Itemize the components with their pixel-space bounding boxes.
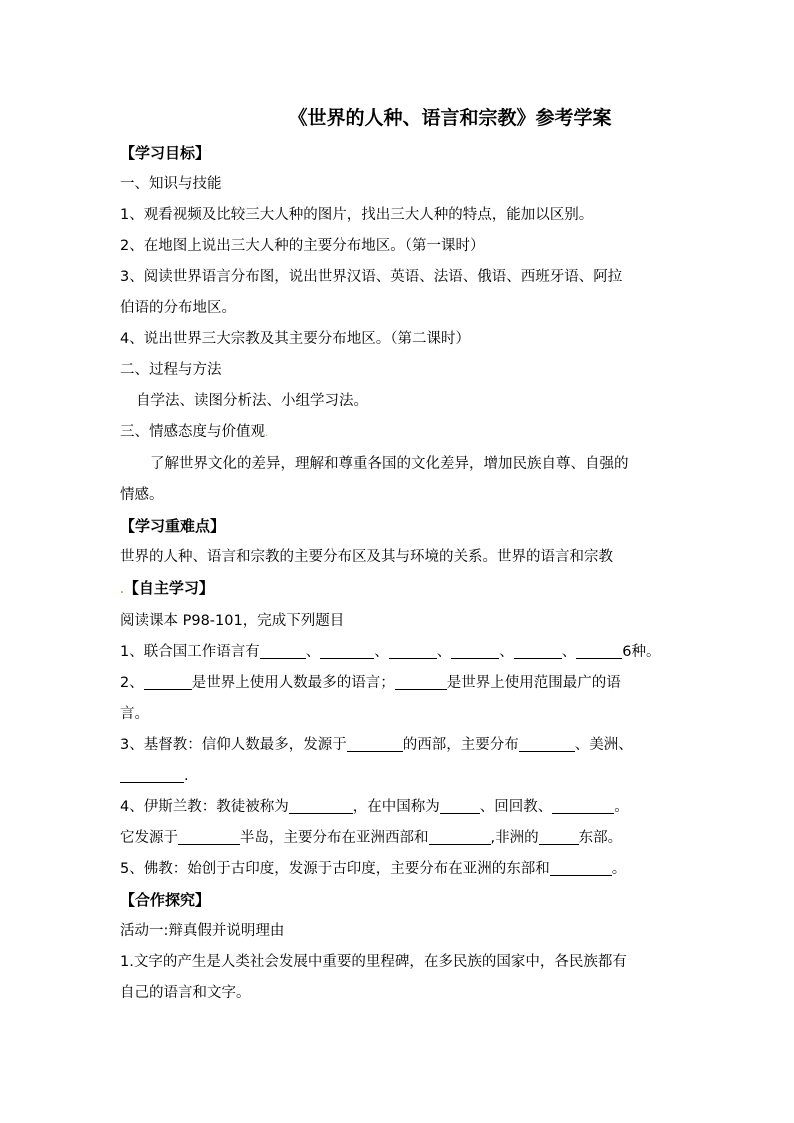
q3-mid2: 、美洲、 [574, 737, 633, 753]
key-points-text: 世界的人种、语言和宗教的主要分布区及其与环境的关系。世界的语言和宗教 [120, 549, 613, 565]
q5-end: 。 [611, 861, 627, 877]
blank-field[interactable] [550, 859, 612, 876]
statement-1: 1.文字的产生是人类社会发展中重要的里程碑，在多民族的国家中，各民族都有 [120, 954, 627, 970]
statement-1-cont: 自己的语言和文字。 [120, 985, 251, 1001]
self-study-label: 【自主学习】 [123, 579, 214, 597]
q2-mid: 是世界上使用人数最多的语言； [191, 675, 395, 691]
q3-mid: 的西部，主要分布 [402, 737, 519, 753]
page-title: 《世界的人种、语言和宗教》参考学案 [288, 107, 612, 129]
q2-suffix: 是世界上使用范围最广的语 [446, 675, 621, 691]
blank-field[interactable] [451, 642, 499, 659]
document-page [120, 98, 680, 1009]
activity-1-title: 活动一:辩真假并说明理由 [120, 923, 285, 939]
blank-field[interactable] [539, 828, 579, 845]
question-2-cont: 言。 [120, 706, 149, 722]
attitude-values-label: 三、情感态度与价值观 [120, 424, 265, 440]
blank-field[interactable] [389, 642, 437, 659]
q5-text: 5、佛教：始创于古印度，发源于古印度，主要分布在亚洲的东部和 [120, 861, 550, 877]
blank-field[interactable] [120, 766, 184, 783]
mark-dot: . [120, 585, 124, 596]
separator: 、 [374, 644, 389, 660]
blank-field[interactable] [440, 797, 480, 814]
q2-text: 2、 [120, 675, 144, 691]
blank-field[interactable] [552, 797, 614, 814]
q1-suffix: 6种。 [622, 644, 661, 660]
blank-field[interactable] [395, 673, 447, 690]
q4b-end: 东部。 [578, 830, 623, 846]
q4b-mid2: ,非洲的 [490, 830, 539, 846]
q4-mid2: 、回回教、 [479, 799, 553, 815]
q1-text: 1、联合国工作语言有 [120, 644, 260, 660]
blank-field[interactable] [144, 673, 192, 690]
objective-item: 2、在地图上说出三大人种的主要分布地区。（第一课时） [120, 238, 485, 254]
objective-item: 4、说出世界三大宗教及其主要分布地区。（第二课时） [120, 331, 470, 347]
attitude-values-heading [120, 417, 680, 449]
separator: 、 [561, 644, 577, 660]
q3-text: 3、基督教：信仰人数最多，发源于 [120, 737, 347, 753]
q4b-text: 它发源于 [120, 830, 178, 846]
blank-field[interactable] [178, 828, 240, 845]
blank-field[interactable] [519, 735, 575, 752]
self-study-intro: 阅读课本 P98-101，完成下列题目 [120, 613, 345, 629]
blank-field[interactable] [320, 642, 374, 659]
objectives-heading: 【学习目标】 [120, 144, 211, 162]
blank-field[interactable] [429, 828, 491, 845]
blank-field[interactable] [576, 642, 622, 659]
blank-field[interactable] [347, 735, 403, 752]
question-3-cont [120, 761, 680, 792]
blank-field[interactable] [260, 642, 306, 659]
question-3 [120, 730, 680, 761]
knowledge-skills-heading: 一、知识与技能 [120, 176, 222, 192]
self-study-heading [120, 573, 680, 606]
q4-text: 4、伊斯兰教：教徒被称为 [120, 799, 289, 815]
attitude-text-cont: 情感。 [120, 487, 164, 503]
separator: 、 [499, 644, 514, 660]
question-2 [120, 668, 680, 699]
question-1 [120, 637, 680, 668]
process-method-heading: 二、过程与方法 [120, 362, 222, 378]
key-points-heading: 【学习重难点】 [120, 517, 226, 535]
process-method-text: 自学法、读图分析法、小组学习法。 [136, 393, 368, 409]
q3-end: . [184, 768, 189, 784]
objective-item: 3、阅读世界语言分布图，说出世界汉语、英语、法语、俄语、西班牙语、阿拉 [120, 269, 623, 285]
objective-item: 1、观看视频及比较三大人种的图片，找出三大人种的特点，能加以区别。 [120, 207, 594, 223]
separator: 、 [305, 644, 321, 660]
mark-dot: . [265, 428, 269, 439]
question-4-cont [120, 823, 680, 854]
question-5 [120, 854, 680, 885]
attitude-text: 了解世界文化的差异，理解和尊重各国的文化差异，增加民族自尊、自强的 [150, 456, 629, 472]
cooperation-heading: 【合作探究】 [120, 891, 211, 909]
q4-end: 。 [614, 799, 629, 815]
q4b-mid: 半岛，主要分布在亚洲西部和 [240, 830, 429, 846]
separator: 、 [436, 644, 452, 660]
q4-mid: ，在中国称为 [352, 799, 440, 815]
blank-field[interactable] [289, 797, 353, 814]
question-4 [120, 792, 680, 823]
blank-field[interactable] [514, 642, 562, 659]
objective-item: 伯语的分布地区。 [120, 300, 236, 316]
